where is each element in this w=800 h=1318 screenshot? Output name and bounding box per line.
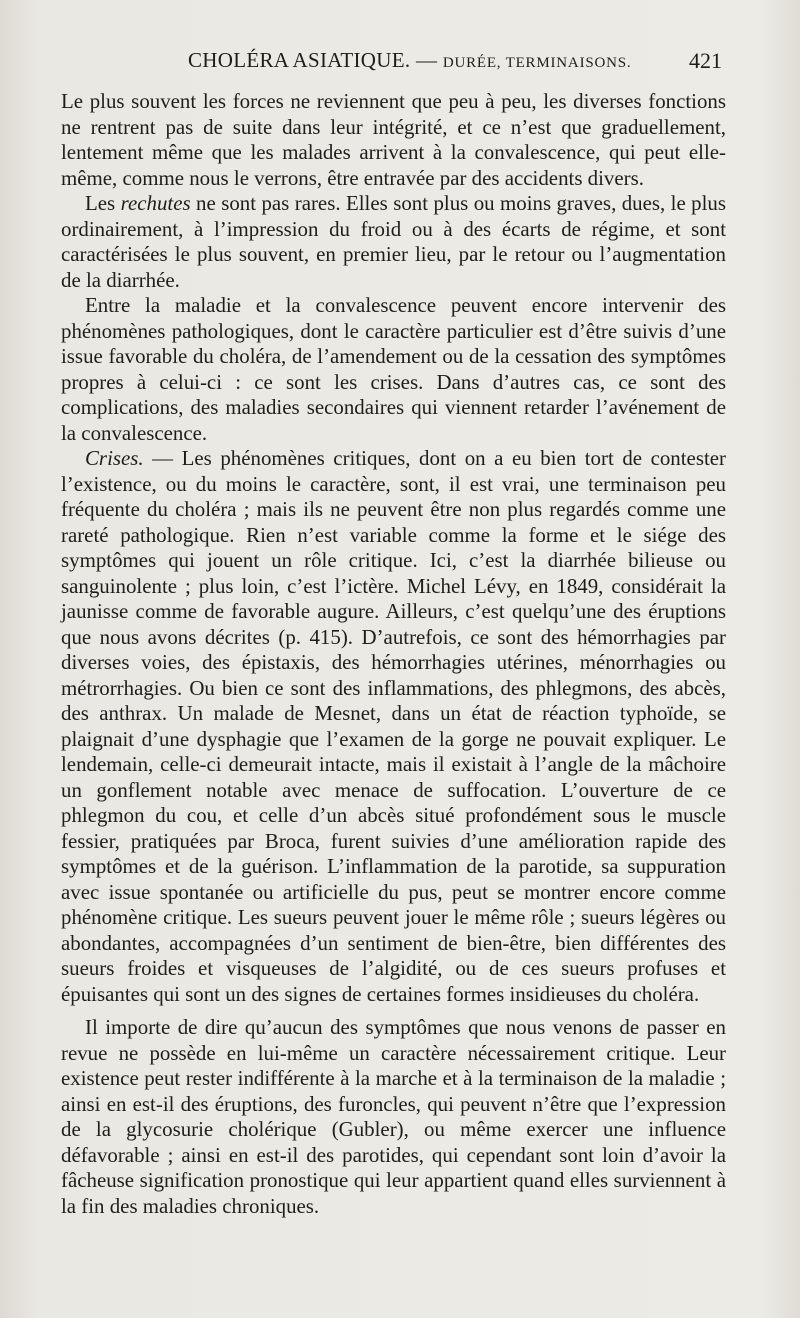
paragraph-relapses xyxy=(61,191,726,293)
running-header xyxy=(62,48,722,88)
paragraph-crises-intro xyxy=(61,293,726,446)
header-subtitle: DURÉE, TERMINAISONS. xyxy=(442,55,632,71)
paragraph-lead: Les xyxy=(85,191,121,215)
paragraph-text: Il importe de dire qu’aucun des symptômes que nous venons de passer en revue ne possède en lui-même un caractère nécessairement critique. Leur existence peut rester indifférente à la marche et à la terminaison de la maladie ; ainsi en est-il des éruptions, des furoncles, qui peuvent n’être que l’expression de la glycosurie cholérique (Gubler), ou même exercer une influence défavorable ; ainsi en est-il des parotides, qui cependant sont loin d’avoir la fâcheuse signification pronostique qui leur appartient quand elles surviennent à la fin des maladies chroniques. xyxy=(61,1015,726,1218)
paragraph-text: Le plus souvent les forces ne reviennent que peu à peu, les diverses fonctions ne rentrent pas de suite dans leur intégrité, et ce n’est que graduellement, lentement même que les malades arrivent à la convalescence, qui peut elle-même, comme nous le verrons, être entravée par des accidents divers. xyxy=(61,89,726,190)
body-text xyxy=(61,89,726,1219)
paragraph-text: — Les phénomènes critiques, dont on a eu bien tort de contester l’existence, ou du moins le caractère, sont, il est vrai, une terminaison peu fréquente du choléra ; mais ils ne peuvent être non plus regardés comme une rareté pathologique. Rien n’est variable comme la forme et le siége des symptômes qui jouent un rôle critique. Ici, c’est la diarrhée bilieuse ou sanguinolente ; plus loin, c’est l’ictère. Michel Lévy, en 1849, considérait la jaunisse comme de favorable augure. Ailleurs, c’est quelqu’une des éruptions que nous avons décrites (p. 415). D’autrefois, ce sont des hémorrhagies par diverses voies, des épistaxis, des hémorrhagies utérines, ménorrhagies ou métrorrhagies. Ou bien ce sont des inflammations, des phlegmons, des abcès, des anthrax. Un malade de Mesnet, dans un état de réaction typhoïde, se plaignait d’une dysphagie que l’examen de la gorge ne pouvait expliquer. Le lendemain, celle-ci demeurait intacte, mais il existait à l’angle de la mâchoire un gonflement notable avec menace de suffocation. L’ouverture de ce phlegmon du cou, et celle d’un abcès situé profondément sous le muscle fessier, pratiquées par Broca, furent suivies d’une amélioration rapide des symptômes et de la guérison. L’inflammation de la parotide, sa suppuration avec issue spontanée ou artificielle du pus, peut se montrer encore comme phénomène critique. Les sueurs peuvent jouer le même rôle ; sueurs légères ou abondantes, accompagnées d’un sentiment de bien-être, bien différentes des sueurs froides et visqueuses de l’algidité, ou de ces sueurs profuses et épuisantes qui sont un des signes de certaines formes insidieuses du choléra. xyxy=(61,446,726,1006)
paragraph-crises xyxy=(61,446,726,1007)
paragraph-recovery xyxy=(61,89,726,191)
paragraph-text: Entre la maladie et la convalescence peuvent encore intervenir des phénomènes pathologiques, dont le caractère particulier est d’être suivis d’une issue favorable du choléra, de l’amendement ou de la cessation des symptômes propres à celui-ci : ce sont les crises. Dans d’autres cas, ce sont des complications, des maladies secondaires qui viennent retarder l’avénement de la convalescence. xyxy=(61,293,726,445)
paragraph-emphasis: rechutes xyxy=(120,191,191,215)
page-number: 421 xyxy=(689,48,722,73)
header-title: CHOLÉRA ASIATIQUE. xyxy=(188,48,411,72)
paragraph-critical-symptoms xyxy=(61,1015,726,1219)
paragraph-text: ne sont pas rares. Elles sont plus ou moins graves, dues, le plus ordinairement, à l’impression du froid ou à des écarts de régime, et sont caractérisées le plus souvent, en premier lieu, par le retour ou l’augmentation de la diarrhée. xyxy=(61,191,727,292)
paragraph-heading: Crises. xyxy=(85,446,144,470)
header-separator: — xyxy=(410,48,443,72)
running-title xyxy=(188,48,631,73)
